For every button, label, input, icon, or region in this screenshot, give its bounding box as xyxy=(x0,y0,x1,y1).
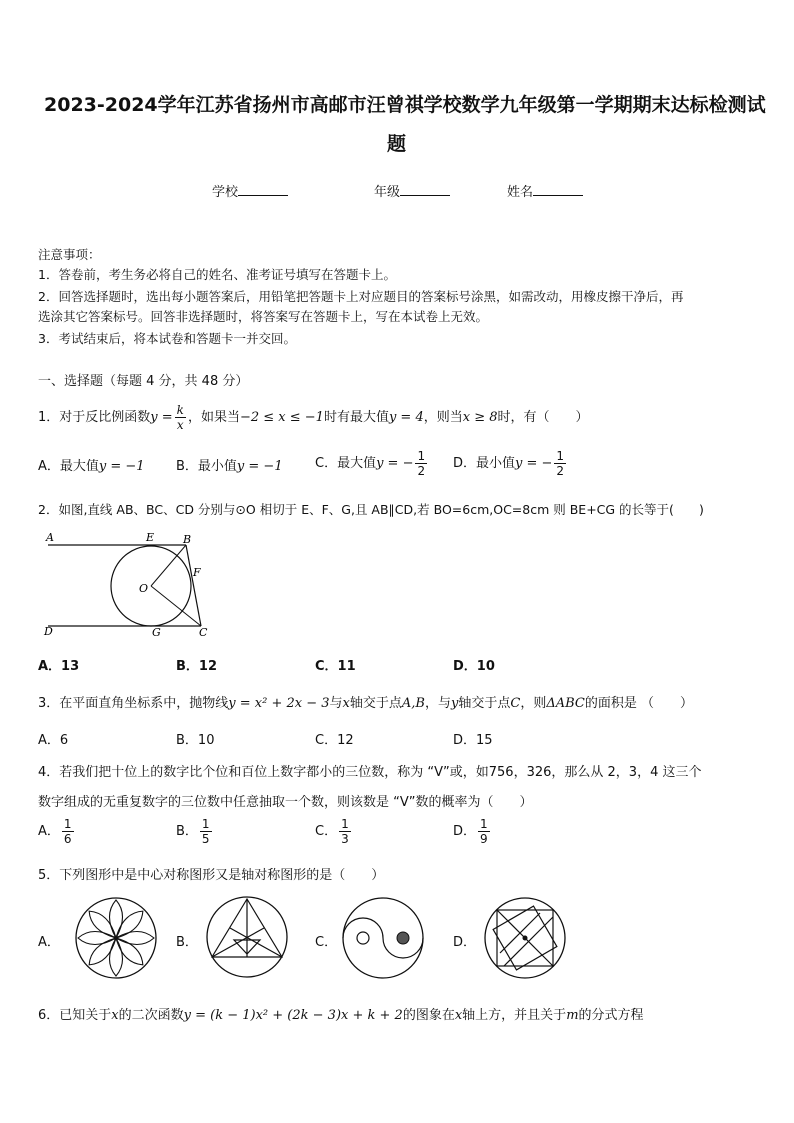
label-e: E xyxy=(146,531,155,544)
q4-c-label: C． xyxy=(315,824,338,839)
q4-option-a[interactable] xyxy=(38,815,76,849)
q4-a-num: 1 xyxy=(63,817,72,831)
q2-option-c[interactable]: C．11 xyxy=(315,659,356,674)
q1-mid3: ，则当 xyxy=(423,410,463,425)
q4-a-label: A． xyxy=(38,824,60,839)
label-d: D xyxy=(44,625,53,638)
q1-cond: x ≥ 8 xyxy=(462,410,498,425)
q4-d-fraction xyxy=(478,817,490,846)
school-label: 学校 xyxy=(212,185,239,200)
q6-x: x xyxy=(111,1008,119,1023)
q4-a-fraction xyxy=(62,817,74,846)
q1-option-c[interactable] xyxy=(315,449,429,479)
q3-tri: ΔABC xyxy=(546,696,585,711)
question-4-line1: 4．若我们把十位上的数字比个位和百位上数字都小的三位数，称为 “V”或，如756，326，那么从 2，3，4 这三个 xyxy=(38,765,702,780)
label-g: G xyxy=(152,626,161,639)
school-blank xyxy=(238,183,288,196)
q4-b-fraction xyxy=(200,817,212,846)
q6-x2: x xyxy=(454,1008,463,1023)
school-field xyxy=(212,181,288,200)
q3-x: x xyxy=(342,696,350,711)
question-3 xyxy=(38,692,693,711)
q4-d-num: 1 xyxy=(480,817,488,831)
q5-option-b-label[interactable]: B． xyxy=(176,935,198,950)
q1-frac-num: k xyxy=(176,403,184,417)
q5-option-d-label[interactable]: D． xyxy=(453,935,477,950)
q2-option-a[interactable]: A．13 xyxy=(38,659,80,674)
q3-mid2: 轴交于点 xyxy=(349,696,402,711)
q1-fraction xyxy=(175,403,186,432)
label-c: C xyxy=(199,626,208,639)
label-o: O xyxy=(139,582,149,595)
q4-a-den: 6 xyxy=(63,832,72,846)
q6-end: 的分式方程 xyxy=(578,1008,644,1023)
q1-frac-den: x xyxy=(176,418,184,432)
q6-expr: y = (k − 1)x² + (2k − 3)x + k + 2 xyxy=(183,1008,403,1023)
q5-figure-d[interactable] xyxy=(482,895,568,981)
q1-d-num: 1 xyxy=(556,449,565,463)
page-title: 2023-2024学年江苏省扬州市高邮市汪曾祺学校数学九年级第一学期期末达标检测试 xyxy=(44,94,766,116)
q1-range: −2 ≤ x ≤ −1 xyxy=(239,410,324,425)
note-2a: 2．回答选择题时，选出每小题答案后，用铅笔把答题卡上对应题目的答案标号涂黑，如需改动，用橡皮擦干净后，再 xyxy=(38,289,684,304)
q3-prefix: 3．在平面直角坐标系中，抛物线 xyxy=(38,696,229,711)
notes-heading: 注意事项： xyxy=(38,247,101,262)
q2-figure xyxy=(38,528,218,643)
q5-figure-a[interactable] xyxy=(73,895,159,981)
q3-mid3: ，与 xyxy=(424,696,451,711)
note-2b: 选涂其它答案标号。回答非选择题时，将答案写在答题卡上，写在本试卷上无效。 xyxy=(38,309,489,324)
q1-d-fraction xyxy=(554,449,566,478)
label-f: F xyxy=(193,566,201,579)
q4-b-den: 5 xyxy=(201,832,210,846)
q5-option-c-label[interactable]: C． xyxy=(315,935,338,950)
name-field xyxy=(507,181,583,200)
q3-end: 的面积是 （ ） xyxy=(584,696,693,711)
q2-option-b[interactable]: B．12 xyxy=(176,659,217,674)
q4-option-b[interactable] xyxy=(176,815,214,849)
question-6 xyxy=(38,1004,644,1023)
label-a: A xyxy=(46,531,54,544)
grade-label: 年级 xyxy=(374,185,401,200)
label-b: B xyxy=(183,533,192,546)
q4-c-num: 1 xyxy=(341,817,349,831)
question-1 xyxy=(38,401,589,435)
q3-option-a[interactable]: A．6 xyxy=(38,733,69,748)
question-4-line2: 数字组成的无重复数字的三位数中任意抽取一个数，则该数是 “V”数的概率为（ ） xyxy=(38,795,533,810)
q6-m: m xyxy=(566,1008,579,1023)
note-1: 1．答卷前，考生务必将自己的姓名、准考证号填写在答题卡上。 xyxy=(38,267,396,282)
q6-mid1: 的二次函数 xyxy=(118,1008,184,1023)
q1-c-den: 2 xyxy=(417,464,426,478)
q6-mid3: 轴上方，并且关于 xyxy=(462,1008,567,1023)
q1-c-num: 1 xyxy=(417,449,426,463)
q1-b-label: B．最小值 xyxy=(176,459,237,474)
q1-d-label: D．最小值 xyxy=(453,456,516,471)
q3-mid1: 与 xyxy=(329,696,343,711)
question-2: 2．如图,直线 AB、BC、CD 分别与⊙O 相切于 E、F、G,且 AB∥CD,若 BO=6cm,OC=8cm 则 BE+CG 的长等于( ) xyxy=(38,502,704,517)
q5-option-a-label[interactable]: A． xyxy=(38,935,60,950)
q3-mid4: 轴交于点 xyxy=(458,696,511,711)
q1-prefix: 1．对于反比例函数 xyxy=(38,410,151,425)
q1-y: y = xyxy=(150,410,173,425)
q6-prefix: 6．已知关于 xyxy=(38,1008,112,1023)
q3-y: y xyxy=(450,696,459,711)
q3-option-d[interactable]: D．15 xyxy=(453,733,493,748)
note-3: 3．考试结束后，将本试卷和答题卡一并交回。 xyxy=(38,331,296,346)
line-ob xyxy=(151,545,186,586)
q3-mid5: ，则 xyxy=(520,696,547,711)
q1-a-label: A．最大值 xyxy=(38,459,99,474)
section-heading: 一、选择题（每题 4 分，共 48 分） xyxy=(38,374,249,389)
grade-field xyxy=(374,181,450,200)
q3-c: C xyxy=(510,696,521,711)
page-title-cont: 题 xyxy=(387,133,407,155)
q1-d-value: y = − xyxy=(515,456,553,471)
name-blank xyxy=(533,183,583,196)
name-label: 姓名 xyxy=(507,185,534,200)
q5-figure-c[interactable] xyxy=(341,896,425,980)
q2-option-d[interactable]: D．10 xyxy=(453,659,495,674)
line-bc xyxy=(186,545,201,626)
q1-b-value: y = −1 xyxy=(236,459,283,474)
q4-d-label: D． xyxy=(453,824,477,839)
q4-b-num: 1 xyxy=(201,817,210,831)
q1-a-value: y = −1 xyxy=(98,459,145,474)
q6-mid2: 的图象在 xyxy=(402,1008,455,1023)
q1-option-a[interactable] xyxy=(38,455,145,474)
q3-ab: A,B xyxy=(401,696,425,711)
q1-mid1: ，如果当 xyxy=(187,410,240,425)
q4-c-fraction xyxy=(339,817,351,846)
q1-end: 时，有（ ） xyxy=(497,410,589,425)
q1-option-b[interactable] xyxy=(176,455,283,474)
q3-option-c[interactable]: C．12 xyxy=(315,733,354,748)
q1-mid2: 时有最大值 xyxy=(323,410,389,425)
question-5: 5．下列图形中是中心对称图形又是轴对称图形的是（ ） xyxy=(38,868,385,883)
q1-c-fraction xyxy=(415,449,427,478)
q1-d-den: 2 xyxy=(556,464,565,478)
q4-c-den: 3 xyxy=(341,832,349,846)
q3-expr: y = x² + 2x − 3 xyxy=(228,696,330,711)
grade-blank xyxy=(400,183,450,196)
q3-option-b[interactable]: B．10 xyxy=(176,733,215,748)
q1-max: y = 4 xyxy=(388,410,424,425)
q1-option-d[interactable] xyxy=(453,449,568,479)
q1-c-value: y = − xyxy=(376,456,414,471)
q5-figure-b[interactable] xyxy=(204,894,290,980)
q4-option-d[interactable] xyxy=(453,815,492,849)
q4-option-c[interactable] xyxy=(315,815,353,849)
line-oc xyxy=(151,586,201,626)
q4-b-label: B． xyxy=(176,824,198,839)
q4-d-den: 9 xyxy=(480,832,488,846)
q1-c-label: C．最大值 xyxy=(315,456,377,471)
